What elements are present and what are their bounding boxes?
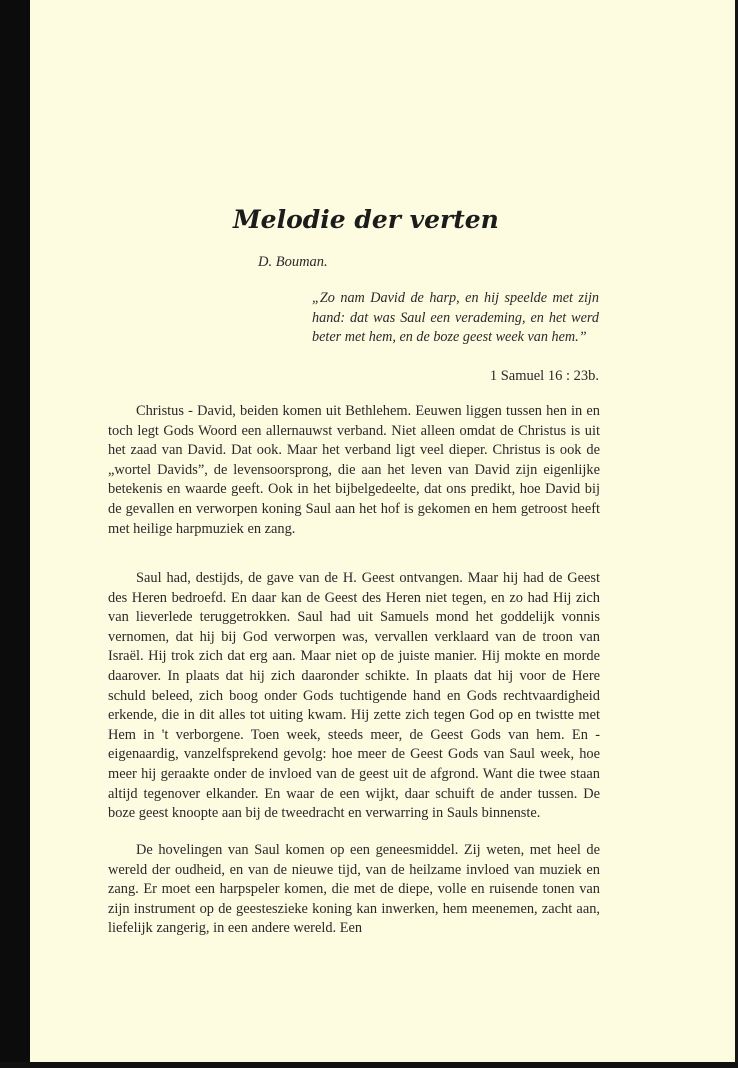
epigraph-reference: 1 Samuel 16 : 23b.	[489, 368, 599, 384]
body-paragraph-2: Saul had, destijds, de gave van de H. Geest ontvangen. Maar hij had de Geest des Heren bedroefd. En daar kan de Geest des Heren niet tegen, en zo had Hij zich van lieverlede teruggetrokken. Saul had uit Samuels mond het goddelijk vonnis vernomen, dat hij bij God verworpen was, vervallen verklaard van de troon van Israël. Hij trok zich dat erg aan. Maar niet op de juiste manier. Hij mokte en morde daarover. In plaats dat hij zich daaronder schikte. In plaats dat hij voor de Here schuld beleed, zich boog onder Gods tuchtigende hand en Gods rechtvaardigheid erkende, die in dit alles tot uiting kwam. Hij zette zich tegen God op en twistte met Hem in 't verborgene. Toen week, steeds meer, de Geest Gods van hem. En - eigenaardig, vanzelfsprekend gevolg: hoe meer de Geest Gods van Saul week, hoe meer hij geraakte onder de invloed van de geest uit de afgrond. Want die twee staan altijd tegenover elkander. En waar de een wijkt, daar schuift de ander tussen. De boze geest knoopte aan bij de tweedracht en verwarring in Sauls binnenste.	[108, 570, 600, 822]
article-author: D. Bouman.	[258, 254, 328, 270]
scan-edge-bottom	[0, 1062, 738, 1068]
scan-edge-left	[0, 0, 30, 1068]
document-page	[30, 0, 735, 1062]
body-paragraph-3: De hovelingen van Saul komen op een geneesmiddel. Zij weten, met heel de wereld der oudheid, en van de nieuwe tijd, van de heilzame invloed van muziek en zang. Er moet een harpspeler komen, die met de diepe, volle en ruisende tonen van zijn instrument op de geesteszieke koning kan inwerken, hem meenemen, zacht aan, liefelijk zangerig, in een andere wereld. Een	[108, 842, 600, 937]
epigraph-quote: „Zo nam David de harp, en hij speelde met zijn hand: dat was Saul een verademing, en het werd beter met hem, en de boze geest week van hem.”	[312, 290, 599, 346]
article-title: Melodie der verten	[233, 205, 499, 234]
body-paragraph-1: Christus - David, beiden komen uit Bethlehem. Eeuwen liggen tussen hen in en toch legt Gods Woord een allernauwst verband. Niet alleen omdat de Christus is uit het zaad van David. Dat ook. Maar het verband ligt veel dieper. Christus is ook de „wortel Davids”, de levensoorsprong, die aan het leven van David zijn eigenlijke betekenis en waarde geeft. Ook in het bijbelgedeelte, dat ons predikt, hoe David bij de gevallen en verworpen koning Saul aan het hof is gekomen en hem getroost heeft met heilige harpmuziek en zang.	[108, 403, 600, 537]
